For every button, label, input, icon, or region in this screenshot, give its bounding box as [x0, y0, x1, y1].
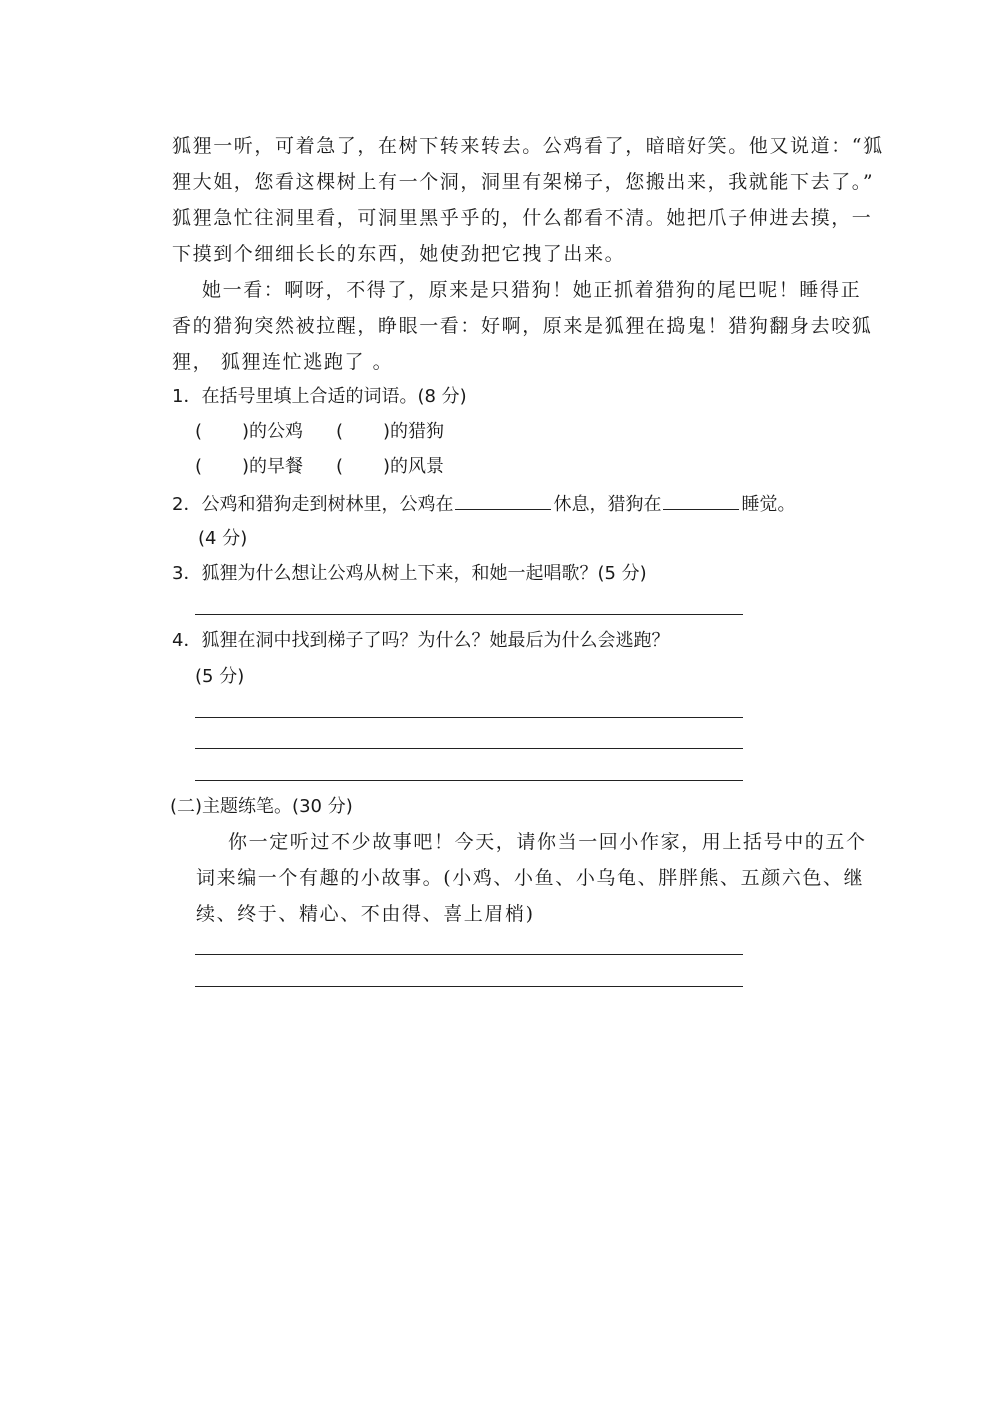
answer-line[interactable]: [195, 780, 743, 781]
section-2-line: 你一定听过不少故事吧！今天，请你当一回小作家，用上括号中的五个: [228, 831, 867, 853]
q2-prefix: 2．公鸡和猎狗走到树林里，公鸡在: [172, 494, 454, 515]
q1-label: )的风景: [383, 456, 445, 477]
question-1: 1．在括号里填上合适的词语。(8 分): [172, 386, 467, 407]
q1-fill-item: [336, 420, 444, 444]
q1-label: )的公鸡: [242, 421, 304, 442]
q1-open-paren: (: [336, 421, 344, 442]
q2-score: (4 分): [198, 528, 248, 549]
q1-fill-item: [195, 420, 303, 444]
q1-open-paren: (: [195, 456, 203, 477]
answer-line[interactable]: [195, 717, 743, 718]
answer-line[interactable]: [195, 954, 743, 955]
q4-score: (5 分): [195, 666, 245, 687]
passage-line: 狸， 狐狸连忙逃跑了 。: [172, 351, 394, 373]
answer-line[interactable]: [195, 986, 743, 987]
q2-middle: 休息，猎狗在: [553, 494, 662, 515]
section-2-title: (二)主题练笔。(30 分): [170, 796, 353, 817]
passage-line: 狐狸急忙往洞里看，可洞里黑乎乎的，什么都看不清。她把爪子伸进去摸，一: [172, 207, 873, 229]
q2-blank-2[interactable]: [663, 491, 739, 510]
q1-open-paren: (: [195, 421, 203, 442]
q2-suffix: 睡觉。: [741, 494, 796, 515]
answer-line[interactable]: [195, 614, 743, 615]
q2-blank-1[interactable]: [455, 491, 551, 510]
section-2-line: 词来编一个有趣的小故事。(小鸡、小鱼、小乌龟、胖胖熊、五颜六色、继: [196, 867, 865, 889]
passage-line: 香的猎狗突然被拉醒，睁眼一看：好啊，原来是狐狸在捣鬼！猎狗翻身去咬狐: [172, 315, 873, 337]
question-3: 3．狐狸为什么想让公鸡从树上下来，和她一起唱歌？(5 分): [172, 563, 647, 584]
question-2: [172, 491, 795, 517]
q1-fill-item: [195, 455, 303, 479]
section-2-line: 续、终于、精心、不由得、喜上眉梢): [196, 903, 535, 925]
q1-fill-item: [336, 455, 444, 479]
q1-label: )的猎狗: [383, 421, 445, 442]
passage-line: 她一看：啊呀，不得了，原来是只猎狗！她正抓着猎狗的尾巴呢！睡得正: [202, 279, 862, 301]
passage-line: 下摸到个细细长长的东西，她使劲把它拽了出来。: [172, 243, 626, 265]
passage-line: 狐狸一听，可着急了，在树下转来转去。公鸡看了，暗暗好笑。他又说道：“狐: [172, 135, 884, 157]
question-4: 4．狐狸在洞中找到梯子了吗？为什么？她最后为什么会逃跑？: [172, 630, 670, 651]
q1-open-paren: (: [336, 456, 344, 477]
answer-line[interactable]: [195, 748, 743, 749]
passage-line: 狸大姐，您看这棵树上有一个洞，洞里有架梯子，您搬出来，我就能下去了。”: [172, 171, 875, 193]
q1-label: )的早餐: [242, 456, 304, 477]
